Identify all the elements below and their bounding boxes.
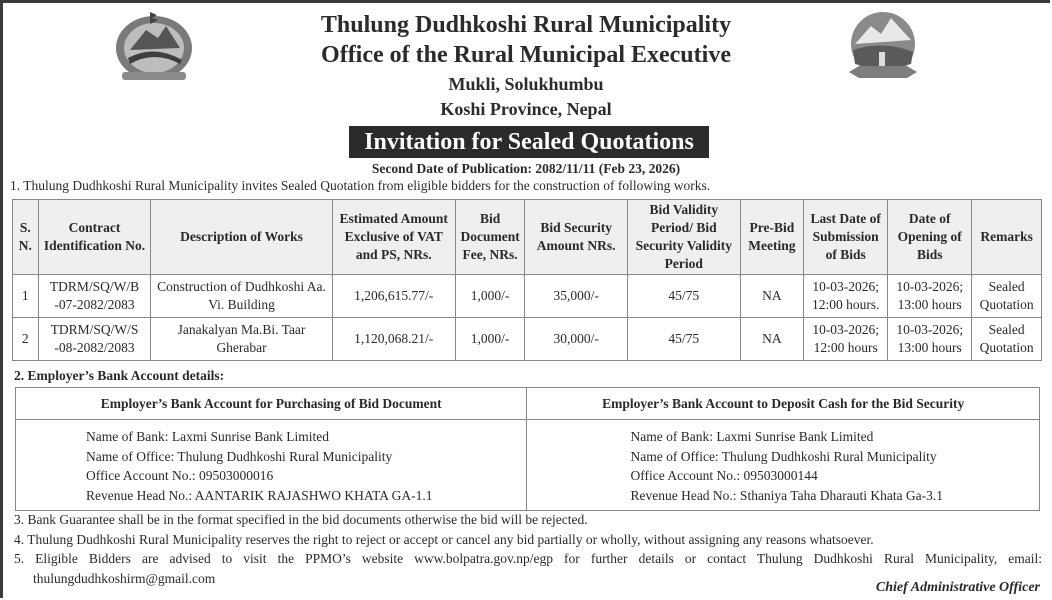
address-line-1: Mukli, Solukhumbu	[448, 74, 604, 94]
note-4: 4. Thulung Dudhkoshi Rural Municipality reserves the right to reject or accept or cancel any bid partially or wholly, without assigning any reasons whatsoever.	[14, 531, 874, 547]
col-contract-id: Contract Identification No.	[38, 200, 151, 275]
signature: Chief Administrative Officer	[875, 580, 1040, 595]
header	[0, 0, 1052, 176]
office-name: Office of the Rural Municipal Executive	[321, 42, 731, 68]
note-3: 3. Bank Guarantee shall be in the format specified in the bid documents otherwise the bid will be rejected.	[14, 512, 588, 527]
cell-contract-id: TDRM/SQ/W/S -08-2082/2083	[38, 318, 151, 361]
col-remarks: Remarks	[972, 200, 1042, 275]
cell-estimated-amount: 1,120,068.21/-	[332, 318, 455, 361]
office-name: Name of Office: Thulung Dudhkoshi Rural Municipality	[86, 448, 393, 464]
cell-description: Construction of Dudhkoshi Aa. Vi. Building	[151, 275, 332, 318]
office-name: Name of Office: Thulung Dudhkoshi Rural Municipality	[630, 448, 937, 464]
col-opening-date: Date of Opening of Bids	[888, 200, 972, 275]
col-description: Description of Works	[151, 200, 332, 275]
address-line-2: Koshi Province, Nepal	[440, 99, 612, 119]
col-pre-bid: Pre-Bid Meeting	[740, 200, 804, 275]
cell-validity: 45/75	[627, 318, 740, 361]
bank-section-heading: 2. Employer’s Bank Account details:	[14, 368, 225, 383]
cell-validity: 45/75	[627, 275, 740, 318]
cell-opening-date: 10-03-2026; 13:00 hours	[888, 318, 972, 361]
bank-right-details	[527, 420, 1040, 511]
cell-doc-fee: 1,000/-	[455, 318, 525, 361]
municipality-name: Thulung Dudhkoshi Rural Municipality	[320, 12, 732, 38]
publication-date: Second Date of Publication: 2082/11/11 (Feb 23, 2026)	[371, 161, 681, 176]
revenue-head: Revenue Head No.: Sthaniya Taha Dharauti Khata Ga-3.1	[630, 487, 944, 503]
col-validity: Bid Validity Period/ Bid Security Validity Period	[627, 200, 740, 275]
bank-name: Name of Bank: Laxmi Sunrise Bank Limited	[86, 429, 329, 444]
cell-contract-id: TDRM/SQ/W/B -07-2082/2083	[38, 275, 151, 318]
cell-doc-fee: 1,000/-	[455, 275, 525, 318]
col-sn: S. N.	[13, 200, 39, 275]
revenue-head: Revenue Head No.: AANTARIK RAJASHWO KHATA GA-1.1	[86, 487, 433, 503]
cell-last-date: 10-03-2026; 12:00 hours.	[804, 275, 888, 318]
intro-text: 1. Thulung Dudhkoshi Rural Municipality invites Sealed Quotation from eligible bidders for the construction of following works.	[10, 178, 711, 193]
bank-right-title: Employer’s Bank Account to Deposit Cash for the Bid Security	[527, 388, 1040, 420]
municipality-emblem-icon	[845, 10, 921, 84]
col-doc-fee: Bid Document Fee, NRs.	[455, 200, 525, 275]
cell-description: Janakalyan Ma.Bi. Taar Gherabar	[151, 318, 332, 361]
cell-pre-bid: NA	[740, 318, 804, 361]
cell-opening-date: 10-03-2026; 13:00 hours	[888, 275, 972, 318]
notice-banner: Invitation for Sealed Quotations	[349, 126, 709, 158]
table-row	[13, 275, 1042, 318]
col-estimated-amount: Estimated Amount Exclusive of VAT and PS, NRs.	[332, 200, 455, 275]
bank-left-title: Employer’s Bank Account for Purchasing of Bid Document	[16, 388, 527, 420]
table-row	[13, 318, 1042, 361]
cell-pre-bid: NA	[740, 275, 804, 318]
cell-estimated-amount: 1,206,615.77/-	[332, 275, 455, 318]
cell-remarks: Sealed Quotation	[972, 275, 1042, 318]
cell-remarks: Sealed Quotation	[972, 318, 1042, 361]
notes	[14, 510, 1042, 588]
works-table	[12, 199, 1042, 361]
cell-bid-security: 35,000/-	[525, 275, 627, 318]
account-number: Office Account No.: 09503000144	[630, 468, 818, 483]
cell-sn: 1	[13, 275, 39, 318]
col-last-date: Last Date of Submission of Bids	[804, 200, 888, 275]
table-header-row	[13, 200, 1042, 275]
cell-bid-security: 30,000/-	[525, 318, 627, 361]
col-bid-security: Bid Security Amount NRs.	[525, 200, 627, 275]
bank-left-details	[16, 420, 527, 511]
cell-last-date: 10-03-2026; 12:00 hours	[804, 318, 888, 361]
bank-name: Name of Bank: Laxmi Sunrise Bank Limited	[630, 429, 874, 444]
account-number: Office Account No.: 09503000016	[86, 468, 274, 483]
note-5: 5. Eligible Bidders are advised to visit the PPMO’s website www.bolpatra.gov.np/egp for further details or contact Thulung Dudhkoshi Rural Municipality, email:	[14, 551, 1042, 566]
cell-sn: 2	[13, 318, 39, 361]
bank-accounts-table	[15, 387, 1040, 511]
contact-email[interactable]: thulungdudhkoshirm@gmail.com	[33, 570, 216, 586]
